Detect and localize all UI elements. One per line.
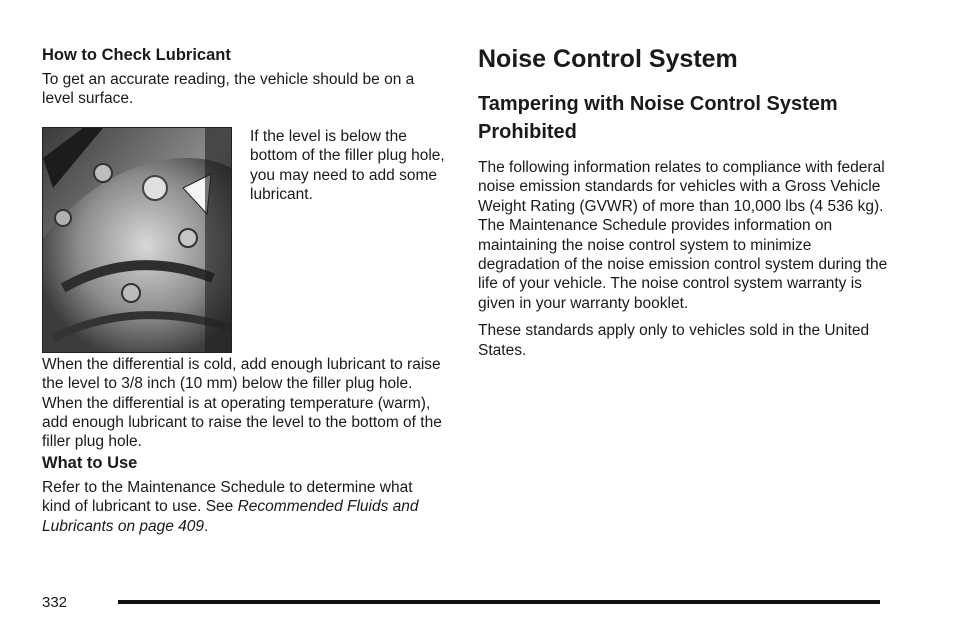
section-heading: Tampering with Noise Control System Prohibited [478, 93, 838, 143]
page-title: Noise Control System [478, 45, 738, 73]
what-to-use-end: . [204, 517, 209, 535]
right-column [478, 42, 888, 360]
heading-what-to-use: What to Use [42, 453, 138, 472]
compliance-paragraph: The following information relates to compliance with federal noise emission standards for vehicles with a Gross Vehicle Weight Rating (GVWR) of more than 10,000 lbs (4 536 kg). The Maintenance Schedule provides information on maintaining the noise control system to minimize degradation of the noise emission control system during the life of your vehicle. The noise control system warranty is given in your warranty booklet. [478, 159, 888, 312]
photo-caption: If the level is below the bottom of the filler plug hole, you may need to add some lubricant. [250, 127, 445, 204]
footer-rule [118, 600, 880, 604]
standards-paragraph: These standards apply only to vehicles sold in the United States. [478, 322, 870, 359]
photo-row [42, 127, 444, 355]
page-number: 332 [42, 594, 68, 611]
intro-paragraph: To get an accurate reading, the vehicle should be on a level surface. [42, 71, 415, 108]
cross-reference-link: Recommended Fluids and Lubricants on page 409 [42, 498, 419, 535]
paragraph-cold: When the differential is cold, add enough lubricant to raise the level to 3/8 inch (10 mm) below the filler plug hole. [42, 355, 441, 393]
left-column [42, 44, 444, 536]
what-to-use-paragraph [42, 478, 444, 536]
differential-photo-graphic [43, 128, 231, 352]
heading-check-lubricant: How to Check Lubricant [42, 46, 231, 64]
differential-photo [42, 127, 232, 353]
paragraph-warm: When the differential is at operating temperature (warm), add enough lubricant to raise the level to the bottom of the filler plug hole. [42, 394, 442, 451]
what-to-use-text: Refer to the Maintenance Schedule to determine what kind of lubricant to use. See [42, 478, 413, 516]
